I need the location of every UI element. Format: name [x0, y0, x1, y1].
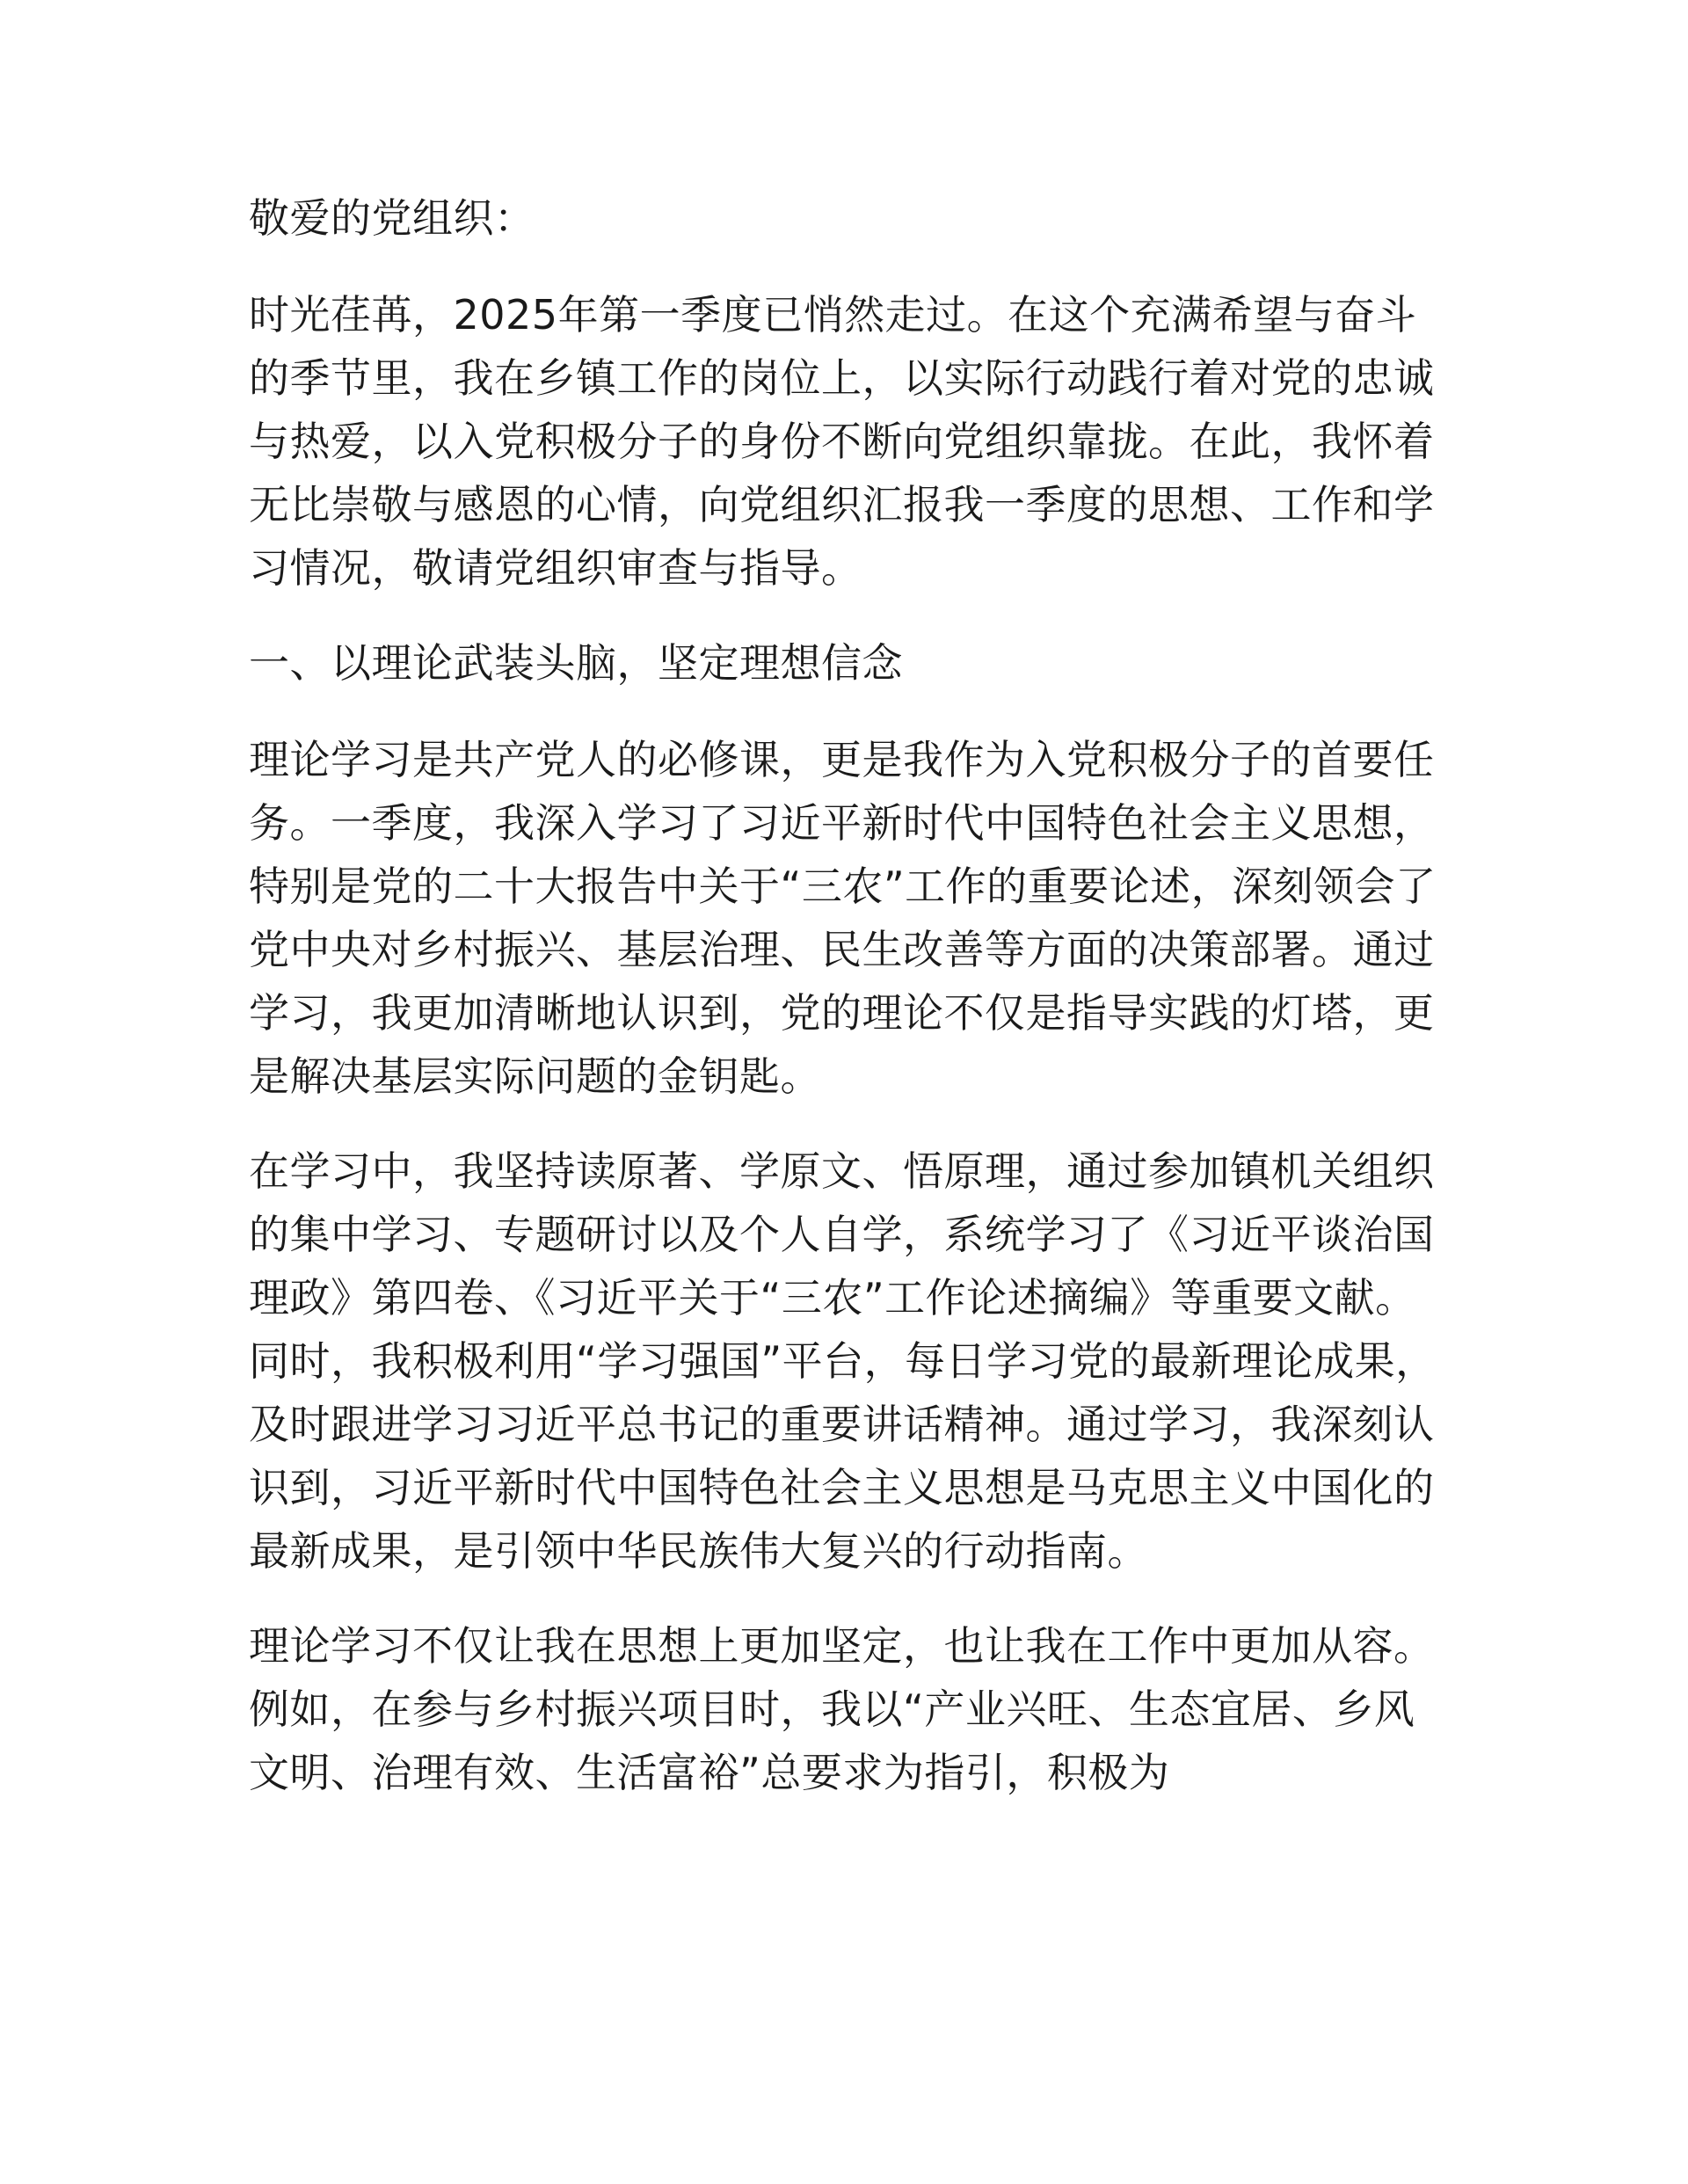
salutation: 敬爱的党组织：: [249, 194, 535, 242]
body-paragraph: 在学习中，我坚持读原著、学原文、悟原理，通过参加镇机关组织的集中学习、专题研讨以及个人自学，系统学习了《习近平谈治国理政》第四卷、《习近平关于“三农”工作论述摘编》等重要文献。同时，我积极利用“学习强国”平台，每日学习党的最新理论成果，及时跟进学习习近平总书记的重要讲话精神。通过学习，我深刻认识到，习近平新时代中国特色社会主义思想是马克思主义中国化的最新成果，是引领中华民族伟大复兴的行动指南。: [249, 1147, 1437, 1575]
document-body: [249, 186, 1444, 1836]
body-paragraph: 理论学习不仅让我在思想上更加坚定，也让我在工作中更加从容。例如，在参与乡村振兴项目时，我以“产业兴旺、生态宜居、乡风文明、治理有效、生活富裕”总要求为指引，积极为: [249, 1622, 1435, 1796]
intro-paragraph: 时光荏苒，2025年第一季度已悄然走过。在这个充满希望与奋斗的季节里，我在乡镇工作的岗位上，以实际行动践行着对党的忠诚与热爱，以入党积极分子的身份不断向党组织靠拢。在此，我怀着无比崇敬与感恩的心情，向党组织汇报我一季度的思想、工作和学习情况，敬请党组织审查与指导。: [249, 291, 1435, 592]
section-heading: 一、以理论武装头脑，坚定理想信念: [249, 639, 903, 687]
body-paragraph: 理论学习是共产党人的必修课，更是我作为入党积极分子的首要任务。一季度，我深入学习了习近平新时代中国特色社会主义思想，特别是党的二十大报告中关于“三农”工作的重要论述，深刻领会了党中央对乡村振兴、基层治理、民生改善等方面的决策部署。通过学习，我更加清晰地认识到，党的理论不仅是指导实践的灯塔，更是解决基层实际问题的金钥匙。: [249, 736, 1437, 1100]
